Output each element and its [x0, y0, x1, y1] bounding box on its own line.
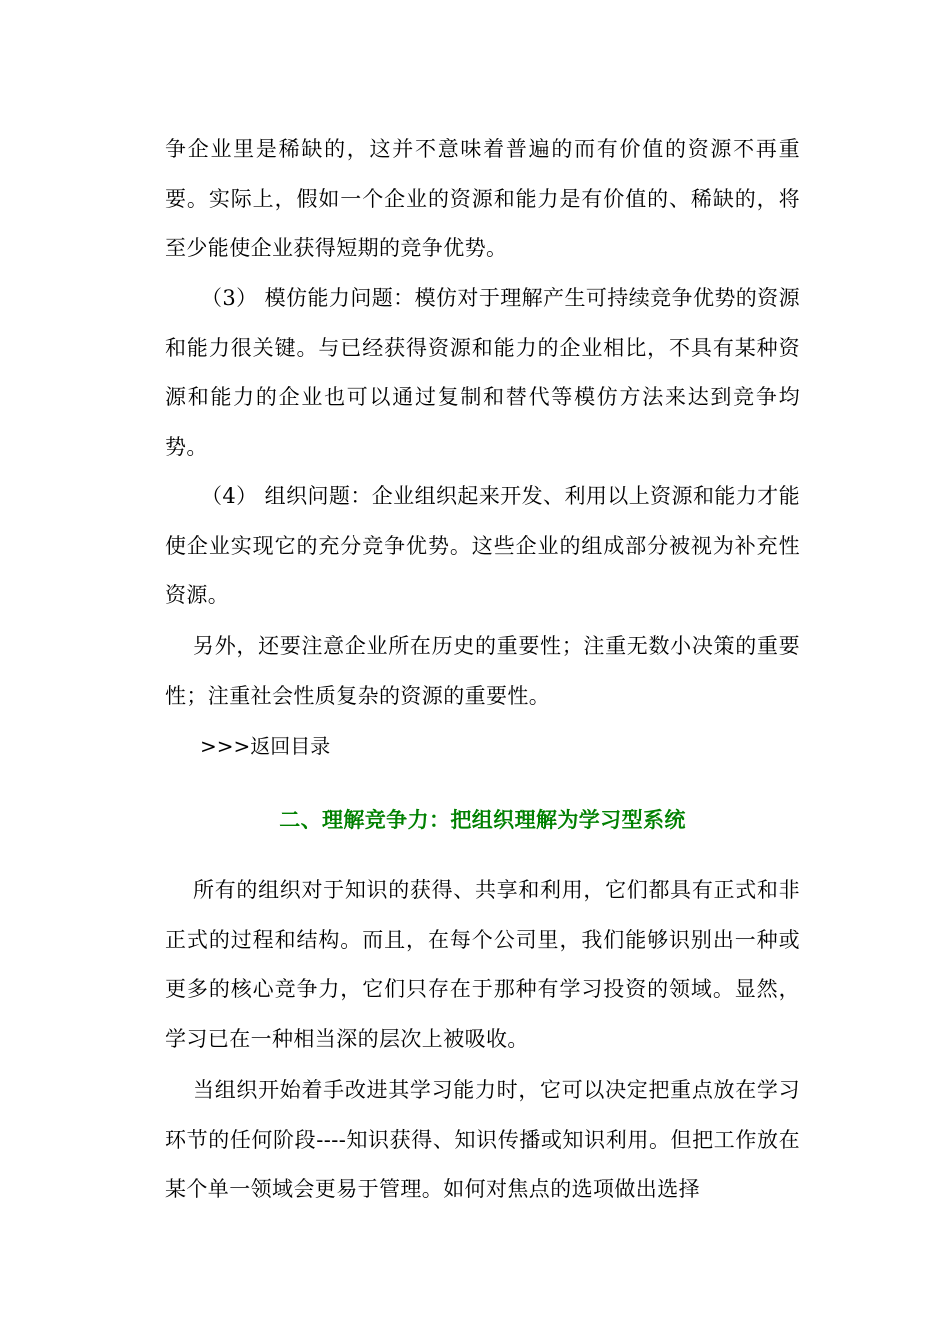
return-to-contents-link[interactable]: >>>返回目录: [200, 734, 331, 758]
paragraph-scarcity: 争企业里是稀缺的，这并不意味着普遍的而有价值的资源不再重要。实际上，假如一个企业的资源和能力是有价值的、稀缺的，将至少能使企业获得短期的竞争优势。: [165, 137, 800, 260]
section-heading: 二、理解竞争力：把组织理解为学习型系统: [279, 807, 686, 832]
paragraph-history: 另外，还要注意企业所在历史的重要性；注重无数小决策的重要性；注重社会性质复杂的资源的重要性。: [165, 634, 800, 708]
paragraph-learning-focus: 当组织开始着手改进其学习能力时，它可以决定把重点放在学习环节的任何阶段----知识获得、知识传播或知识利用。但把工作放在某个单一领域会更易于管理。如何对焦点的选项做出选择: [165, 1078, 800, 1201]
paragraph-learning-systems: 所有的组织对于知识的获得、共享和利用，它们都具有正式和非正式的过程和结构。而且，在每个公司里，我们能够识别出一种或更多的核心竞争力，它们只存在于那种有学习投资的领域。显然，学习已在一种相当深的层次上被吸收。: [165, 878, 800, 1051]
paragraph-organization: （4） 组织问题：企业组织起来开发、利用以上资源和能力才能使企业实现它的充分竞争优势。这些企业的组成部分被视为补充性资源。: [165, 484, 800, 607]
paragraph-imitation: （3） 模仿能力问题：模仿对于理解产生可持续竞争优势的资源和能力很关键。与已经获得资源和能力的企业相比，不具有某种资源和能力的企业也可以通过复制和替代等模仿方法来达到竞争均势。: [165, 286, 800, 459]
